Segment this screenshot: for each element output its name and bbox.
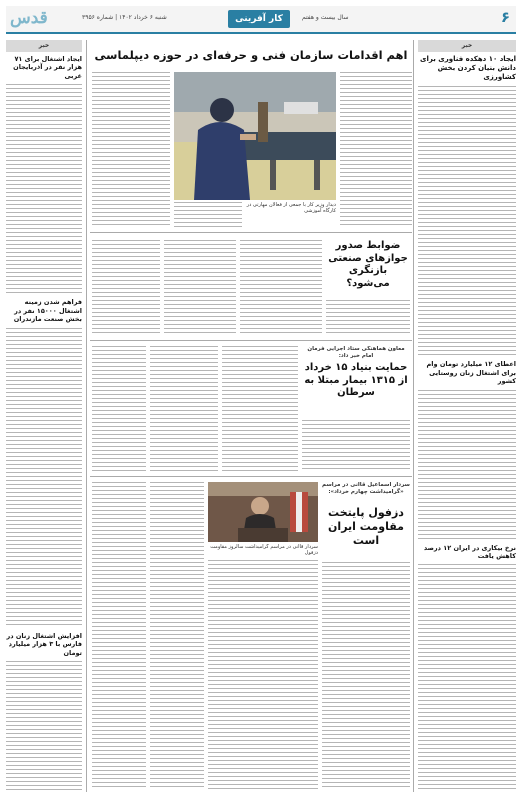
news-tag: خبر: [418, 40, 516, 52]
licenses-headline: ضوابط صدور جوازهای صنعتی بازنگری می‌شود؟: [328, 240, 408, 289]
issue-date: شنبه ۶ خرداد ۱۴۰۲ | شماره ۳۹۵۶: [82, 14, 167, 21]
left-headline-1: ایجاد اشتغال برای ۷۱ هزار نفر در آذربایجان غربی: [13, 55, 82, 80]
foundation-body-col-2: [150, 346, 218, 472]
main-photo-caption: دیدار وزیر کار با جمعی از فعالان مهارتی در کارگاه آموزشی: [246, 202, 336, 215]
speaker-photo-caption: سردار قاآنی در مراسم گرامیداشت سالروز مقاومت دزفول: [210, 544, 318, 556]
workshop-photo-graphic: [174, 72, 336, 200]
left-body-2: [6, 328, 82, 628]
column-divider-left: [86, 40, 87, 792]
right-body-1: [418, 86, 516, 356]
dezful-body-col-1: [208, 560, 318, 790]
main-body-left: [92, 72, 170, 228]
foundation-body-col-1: [222, 346, 298, 472]
speaker-photo: [208, 482, 318, 542]
foundation-headline: حمایت بنیاد ۱۵ خرداد از ۱۳۱۵ بیمار مبتلا به سرطان: [304, 362, 408, 398]
licenses-body-col-1: [240, 240, 322, 336]
news-tag-left: خبر: [6, 40, 82, 52]
left-news-column: [6, 40, 82, 792]
foundation-body-right: [302, 420, 410, 472]
column-divider: [413, 40, 414, 792]
workshop-photo: [174, 72, 336, 200]
left-body-1: [6, 84, 82, 294]
page-number: ۶: [500, 8, 510, 26]
right-body-3: [418, 564, 516, 792]
dezful-kicker: سردار اسماعیل قاآنی در مراسم «گرامیداشت چهارم خرداد»:: [322, 482, 410, 495]
foundation-kicker: معاون هماهنگی ستاد اجرایی فرمان امام خبر داد:: [307, 346, 405, 359]
page-header: [6, 6, 516, 34]
foundation-body-col-3: [92, 346, 146, 472]
licenses-body-col-3: [92, 240, 160, 336]
main-headline: اهم اقدامات سازمان فنی و حرفه‌ای در حوزه دیپلماسی: [94, 48, 408, 62]
speaker-photo-graphic: [208, 482, 318, 542]
right-headline-1: ایجاد ۱۰ دهکده فناوری برای دانش بنیان کردن بخش کشاورزی: [420, 55, 516, 82]
dezful-body-col-2: [150, 482, 204, 790]
licenses-body-right: [326, 300, 410, 336]
dezful-body-col-3: [92, 482, 146, 790]
left-headline-2: فراهم شدن زمینه اشتغال ۱۵۰۰۰ نفر در بخش صنعت مازندران: [13, 298, 82, 324]
section-divider: [90, 232, 412, 233]
left-body-3: [6, 661, 82, 792]
left-headline-3: افزایش اشتغال زنان در فارس با ۳ هزار میلیارد تومان: [6, 631, 82, 657]
main-body-right: [340, 72, 412, 228]
licenses-body-col-2: [164, 240, 236, 336]
right-headline-3: نرخ بیکاری در ایران ۱۲ درصد کاهش یافت: [423, 543, 516, 561]
section-divider-3: [90, 476, 412, 477]
right-body-2: [418, 390, 516, 540]
dezful-headline: دزفول پایتخت مقاومت ایران است: [328, 506, 404, 547]
dezful-body-right: [322, 562, 410, 790]
right-headline-2: اعطای ۱۲ میلیارد تومان وام برای اشتغال زنان روستایی کشور: [426, 360, 516, 386]
issue-number: سال بیست و هفتم: [302, 14, 349, 21]
section-badge: کار آفرینی: [228, 10, 290, 28]
section-divider-2: [90, 340, 412, 341]
main-body-under-photo: [174, 202, 242, 228]
right-news-column: [418, 40, 516, 792]
newspaper-logo: قدس: [10, 8, 48, 28]
